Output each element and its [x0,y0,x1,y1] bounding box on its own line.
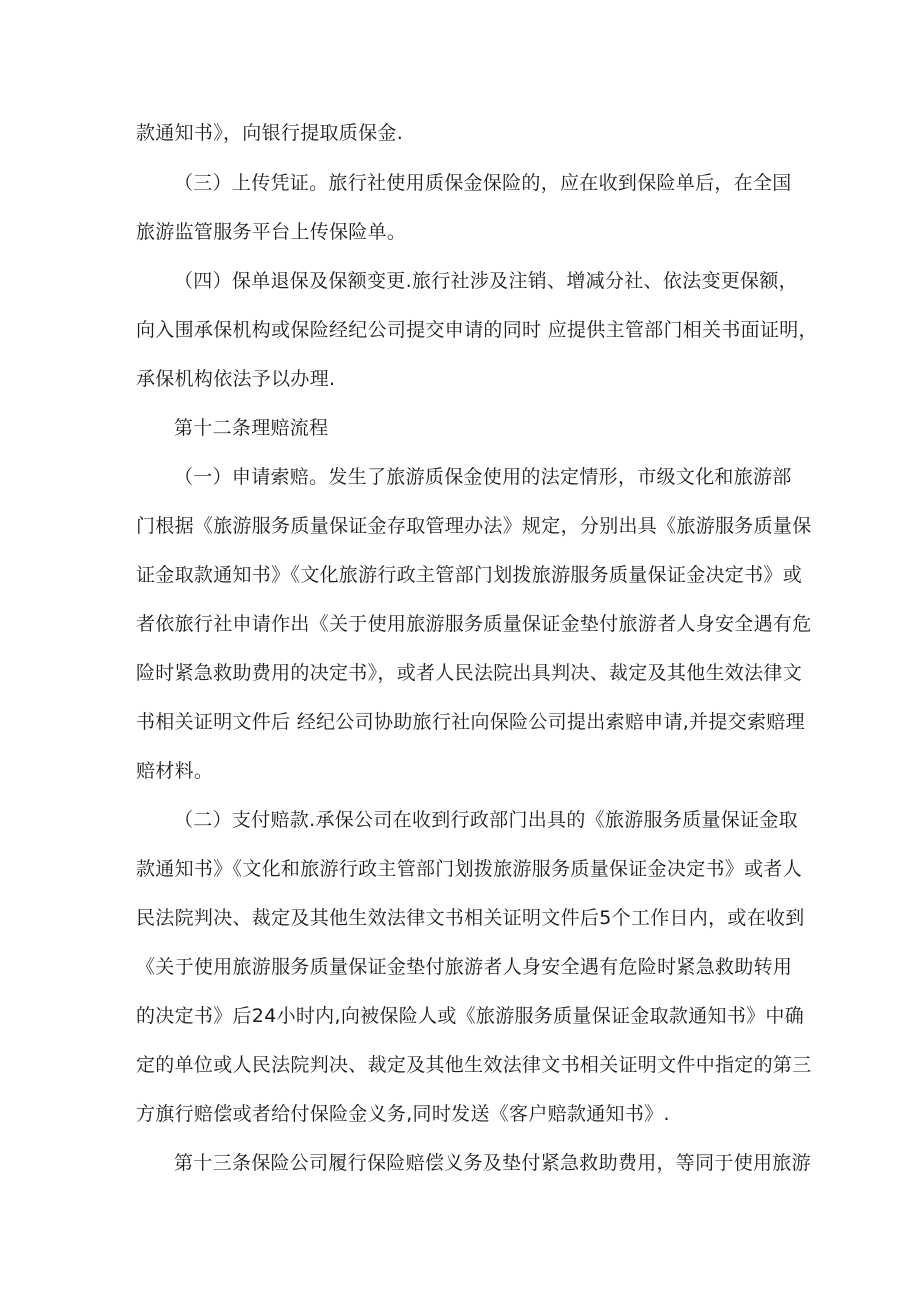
text-line-12: 险时紧急救助费用的决定书》，或者人民法院出具判决、裁定及其他生效法律文 [136,662,803,684]
text-line-1: 款通知书》，向银行提取质保金. [136,122,404,144]
text-line-3: 旅游监管服务平台上传保险单。 [136,221,407,243]
text-line-18: 《关于使用旅游服务质量保证金垫付旅游者人身安全遇有危险时紧急救助转用 [136,956,793,978]
text-line-6: 承保机构依法予以办理. [136,368,336,390]
text-line-4: （四）保单退保及保额变更.旅行社涉及注销、增减分社、依法变更保额， [174,270,798,292]
text-line-13: 书相关证明文件后 经纪公司协助旅行社向保险公司提出索赔申请,并提交索赔理 [136,711,805,733]
text-line-20: 定的单位或人民法院判决、裁定及其他生效法律文书相关证明文件中指定的第三 [136,1054,812,1076]
text-line-14: 赔材料。 [136,760,214,782]
text-line-9: 门根据《旅游服务质量保证金存取管理办法》规定，分别出具《旅游服务质量保 [136,515,812,537]
text-line-21: 方旗行赔偿或者给付保险金义务,同时发送《客户赔款通知书》. [136,1103,670,1125]
text-line-17: 民法院判决、裁定及其他生效法律文书相关证明文件后5个工作日内，或在收到 [136,907,805,929]
text-line-10: 证金取款通知书》《文化旅游行政主管部门划拨旅游服务质量保证金决定书》或 [136,564,803,586]
text-line-11: 者依旅行社申请作出《关于使用旅游服务质量保证金垫付旅游者人身安全遇有危 [136,613,812,635]
text-line-2: （三）上传凭证。旅行社使用质保金保险的，应在收到保险单后，在全国 [174,172,792,194]
text-line-15: （二）支付赔款.承保公司在收到行政部门出具的《旅游服务质量保证金取 [174,809,798,831]
text-line-8: （一）申请索赔。发生了旅游质保金使用的法定情形，市级文化和旅游部 [174,466,792,488]
section-heading-article-13: 第十三条保险公司履行保险赔偿义务及垫付紧急救助费用，等同于使用旅游 [174,1152,811,1174]
text-line-5: 向入围承保机构或保险经纪公司提交申请的同时 应提供主管部门相关书面证明， [136,319,818,341]
text-line-19: 的决定书》后24小时内,向被保险人或《旅游服务质量保证金取款通知书》中确 [136,1005,805,1027]
text-line-16: 款通知书》《文化和旅游行政主管部门划拨旅游服务质量保证金决定书》或者人 [136,858,803,880]
section-heading-article-12: 第十二条理赔流程 [174,417,329,439]
